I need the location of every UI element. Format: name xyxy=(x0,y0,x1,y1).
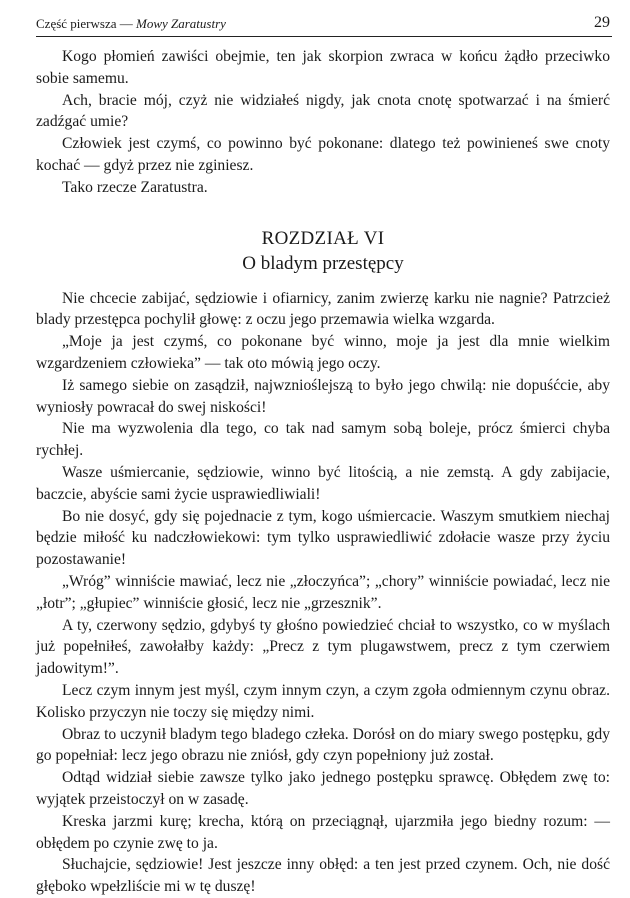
paragraph: Tako rzecze Zaratustra. xyxy=(62,178,208,196)
paragraph: Nie chcecie zabijać, sędziowie i ofiarnicy, zanim zwierzę karku nie nagnie? Patrzcież blady przestępca pochylił głowę: z oczu jego przemawia wielka wzgarda. xyxy=(36,289,610,329)
paragraph: Ach, bracie mój, czyż nie widziałeś nigdy, jak cnota cnotę spotwarzać i na śmierć zadźgać umie? xyxy=(36,91,610,131)
paragraph: Nie ma wyzwolenia dla tego, co tak nad samym sobą boleje, prócz śmierci chyba rychłej. xyxy=(36,420,610,460)
running-title xyxy=(36,16,226,32)
paragraph: Słuchajcie, sędziowie! Jest jeszcze inny obłęd: a ten jest przed czynem. Och, nie dość głęboko wpełzliście mi w tę duszę! xyxy=(36,856,610,896)
paragraph: Iż samego siebie on zasądził, najwznioślejszą to było jego chwilą: nie dopuśćcie, aby wyniosły powracał do swej niskości! xyxy=(36,376,610,416)
paragraph: A ty, czerwony sędzio, gdybyś ty głośno powiedzieć chciał to wszystko, co w myślach już popełniłeś, zawołałby każdy: „Precz z tym plugawstwem, precz z tym czerwiem jadowitym!”. xyxy=(36,616,610,678)
paragraph: Kogo płomień zawiści obejmie, ten jak skorpion zwraca w końcu żądło przeciwko sobie samemu. xyxy=(36,48,610,87)
part-title: Część pierwsza — xyxy=(36,16,136,31)
body-text xyxy=(36,46,610,898)
page-number: 29 xyxy=(594,14,610,31)
paragraph: Wasze uśmiercanie, sędziowie, winno być litością, a nie zemstą. A gdy zabijacie, baczcie, abyście sami życie usprawiedliwiali! xyxy=(36,463,610,503)
book-title: Mowy Zaratustry xyxy=(136,16,226,31)
paragraph: Lecz czym innym jest myśl, czym innym czyn, a czym zgoła odmiennym czynu obraz. Kolisko przyczyn nie toczy się między nimi. xyxy=(36,681,610,721)
running-header xyxy=(36,14,612,37)
paragraph: „Moje ja jest czymś, co pokonane być winno, moje ja jest dla mnie wielkim wzgardzeniem człowieka” — tak oto mówią jego oczy. xyxy=(36,333,610,372)
paragraph: Obraz to uczynił bladym tego bladego człeka. Dorósł on do miary swego postępku, gdy go popełniał: lecz jego obrazu nie zniósł, gdy czyn popełniony już został. xyxy=(36,725,610,765)
paragraph: Kreska jarzmi kurę; krecha, którą on przeciągnął, ujarzmiła jego biedny rozum: — obłędem po czynie zwę to ja. xyxy=(36,812,610,852)
paragraph: Odtąd widział siebie zawsze tylko jako jednego postępku sprawcę. Obłędem zwę to: wyjątek przeistoczył on w zasadę. xyxy=(36,769,610,808)
paragraph: Człowiek jest czymś, co powinno być pokonane: dlatego też powinieneś swe cnoty kochać — gdyż przez nie zginiesz. xyxy=(36,135,610,174)
paragraph: „Wróg” winniście mawiać, lecz nie „złoczyńca”; „chory” winniście powiadać, lecz nie „łotr”; „głupiec” winniście głosić, lecz nie „grzesznik”. xyxy=(36,572,610,612)
paragraph: Bo nie dosyć, gdy się pojednacie z tym, kogo uśmiercacie. Waszym smutkiem niechaj będzie miłość ku nadczłowiekowi: tym tylko usprawiedliwić zdołacie wasze przy życiu pozostawanie! xyxy=(36,507,610,569)
chapter-number: ROZDZIAŁ VI xyxy=(261,227,385,249)
chapter-title: O bladym przestępcy xyxy=(242,252,404,274)
